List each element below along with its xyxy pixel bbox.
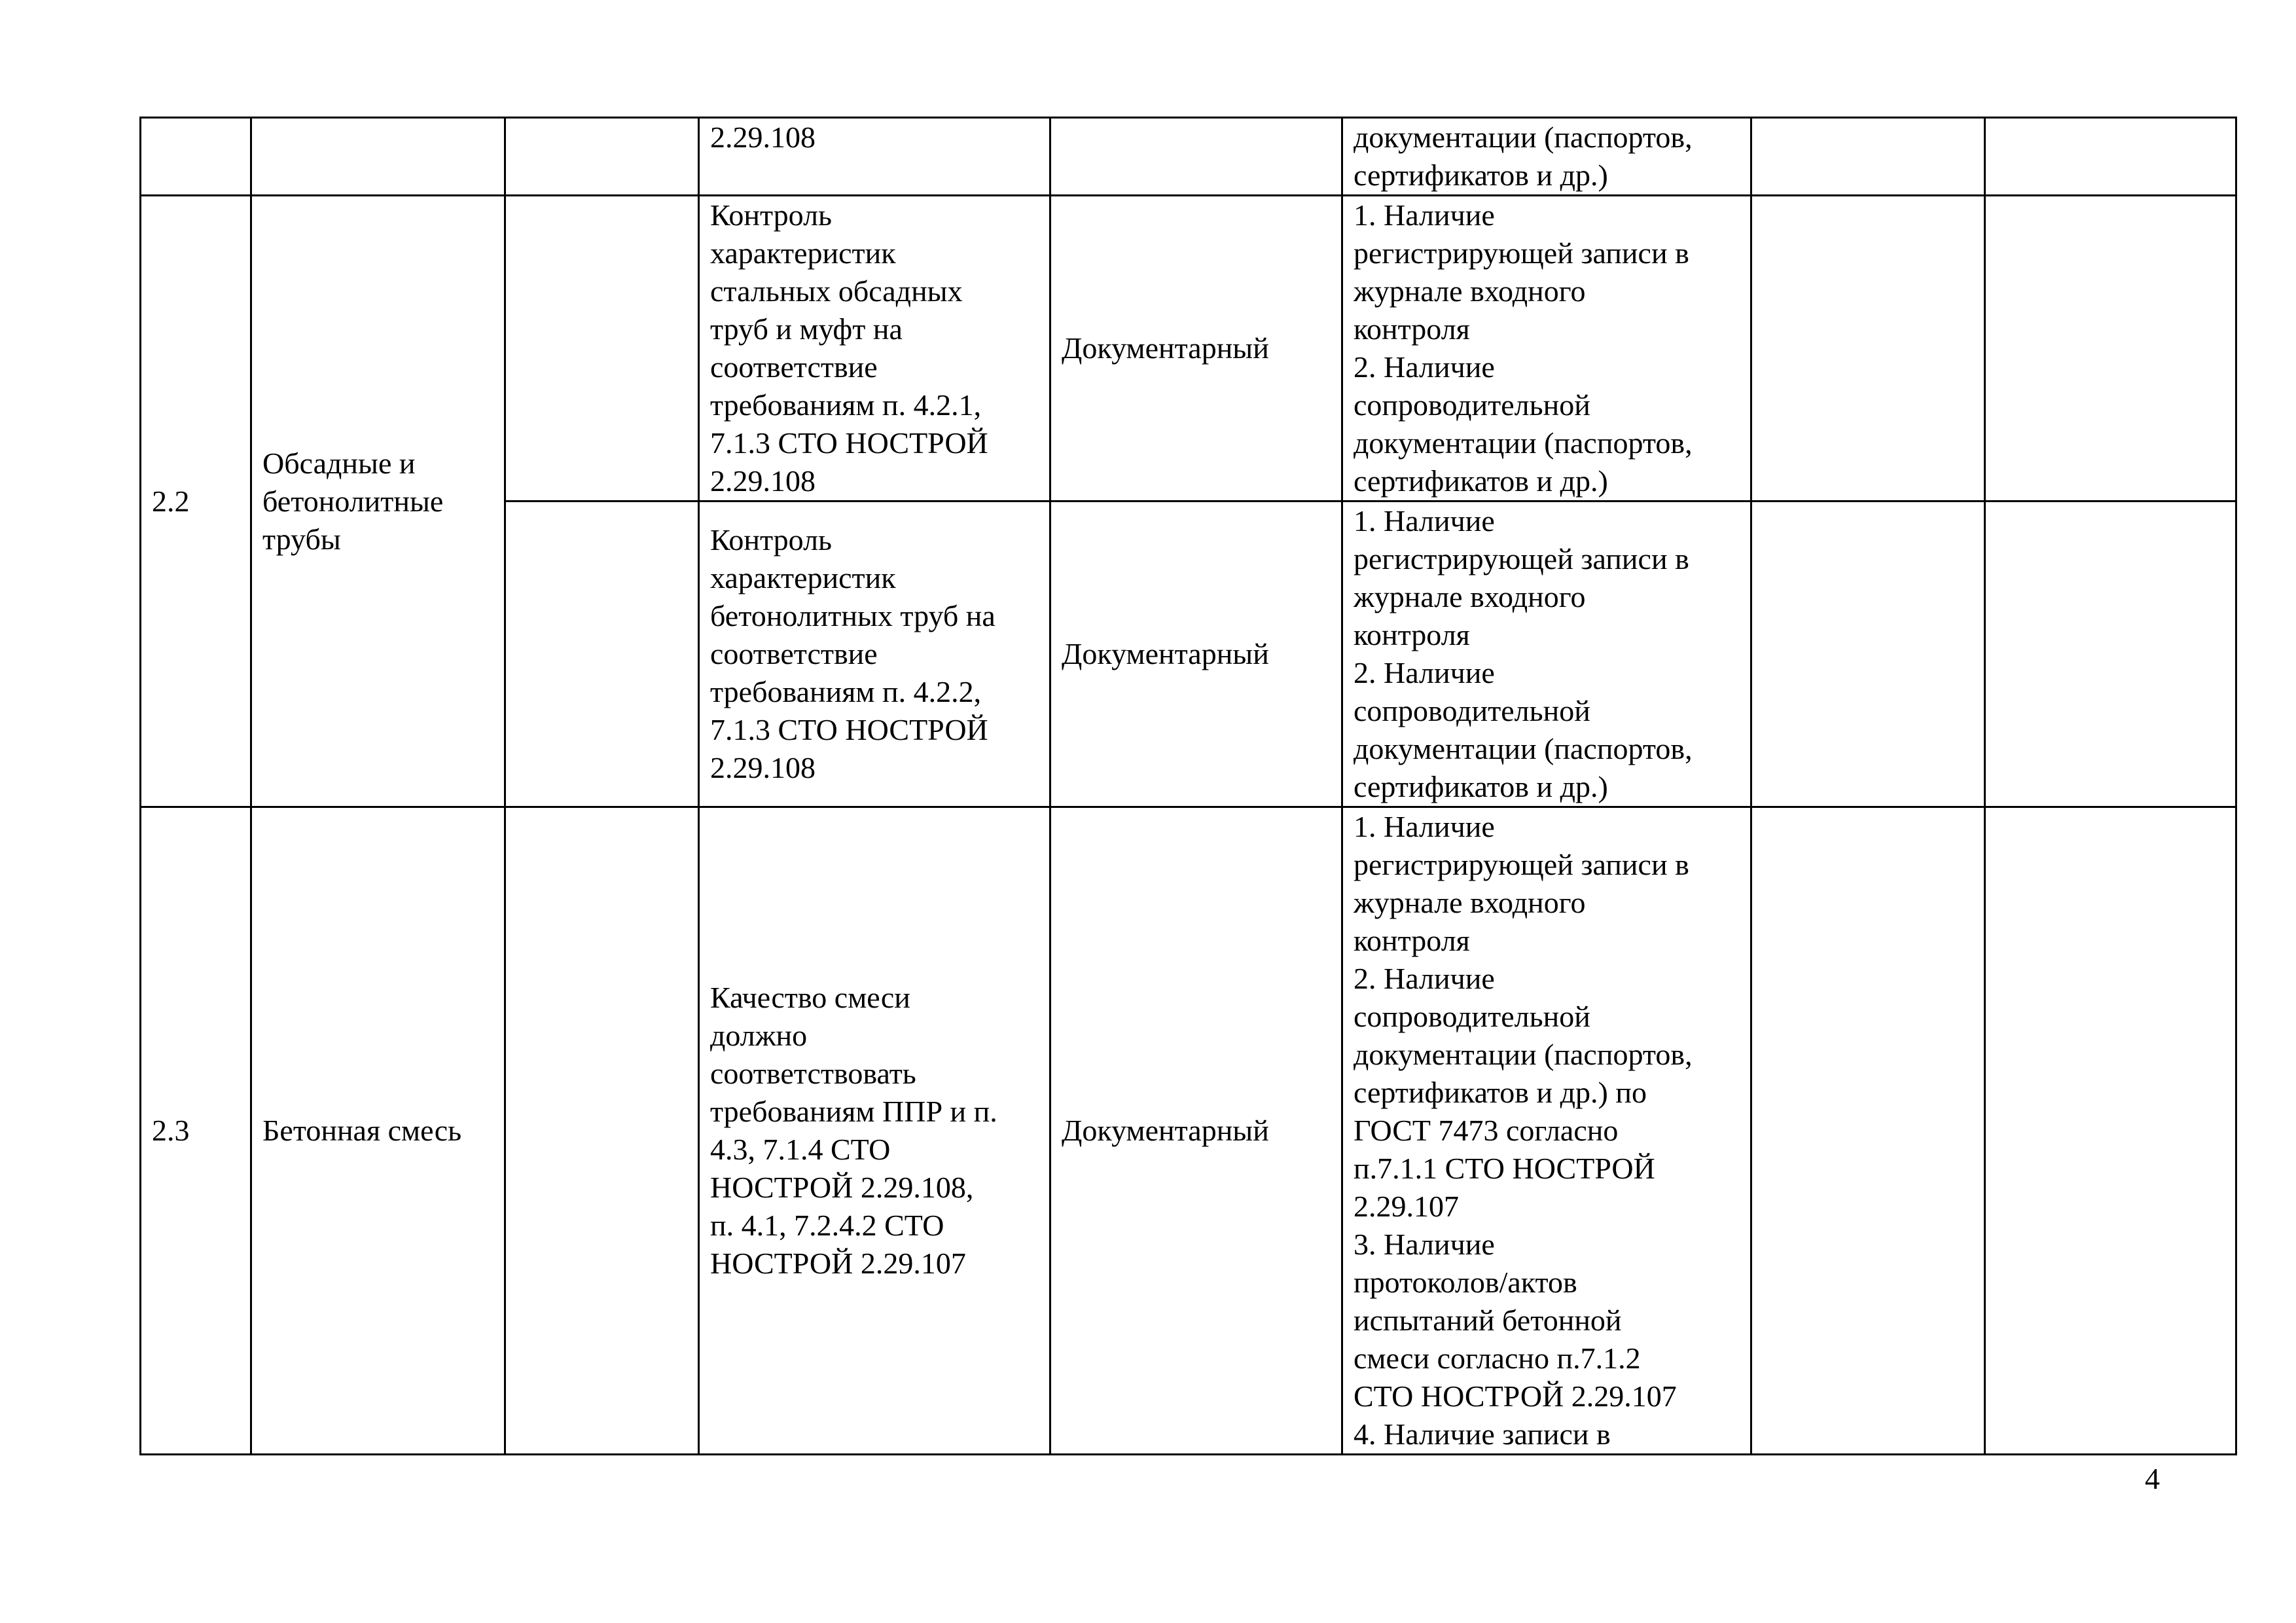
- row-number: 2.3: [152, 1114, 190, 1147]
- method-cell: [1050, 501, 1342, 807]
- page-number: 4: [2145, 1462, 2160, 1495]
- empty-cell: [1751, 196, 1985, 501]
- requirement-text: 2.29.108: [710, 120, 816, 154]
- empty-cell: [1985, 196, 2236, 501]
- inspection-table: [139, 117, 2237, 1455]
- table-row: [141, 118, 2236, 196]
- requirement-cell: [699, 196, 1050, 501]
- object-cell: [251, 807, 505, 1455]
- method-cell: [1050, 196, 1342, 501]
- number-cell: [141, 807, 251, 1455]
- empty-cell: [505, 807, 699, 1455]
- method-text: Документарный: [1062, 637, 1269, 670]
- requirement-text: Контроль характеристик стальных обсадных труб и муфт на соответствие требованиям п. 4.2.1, 7.1.3 СТО НОСТРОЙ 2.29.108: [710, 198, 988, 498]
- object-cell: [251, 196, 505, 807]
- number-cell: [141, 118, 251, 196]
- empty-cell: [1751, 118, 1985, 196]
- evidence-text: 1. Наличие регистрирующей записи в журнале входного контроля 2. Наличие сопроводительной документации (паспортов, сертификатов и др.): [1354, 504, 1693, 803]
- method-cell: [1050, 807, 1342, 1455]
- object-name: Обсадные и бетонолитные трубы: [262, 446, 444, 556]
- object-cell: [251, 118, 505, 196]
- empty-cell: [1751, 807, 1985, 1455]
- empty-cell: [1985, 118, 2236, 196]
- evidence-text: 1. Наличие регистрирующей записи в журнале входного контроля 2. Наличие сопроводительной документации (паспортов, сертификатов и др.): [1354, 198, 1693, 498]
- requirement-text: Качество смеси должно соответствовать требованиям ППР и п. 4.3, 7.1.4 СТО НОСТРОЙ 2.29.108, п. 4.1, 7.2.4.2 СТО НОСТРОЙ 2.29.107: [710, 981, 997, 1280]
- requirement-cell: [699, 118, 1050, 196]
- empty-cell: [505, 501, 699, 807]
- evidence-cell: [1342, 196, 1751, 501]
- evidence-text: документации (паспортов, сертификатов и др.): [1354, 120, 1693, 192]
- number-cell: [141, 196, 251, 807]
- table-row: [141, 807, 2236, 1455]
- requirement-cell: [699, 807, 1050, 1455]
- method-cell: [1050, 118, 1342, 196]
- table-row: [141, 196, 2236, 501]
- evidence-cell: [1342, 118, 1751, 196]
- evidence-cell: [1342, 501, 1751, 807]
- requirement-cell: [699, 501, 1050, 807]
- requirement-text: Контроль характеристик бетонолитных труб на соответствие требованиям п. 4.2.2, 7.1.3 СТО НОСТРОЙ 2.29.108: [710, 523, 996, 784]
- evidence-text: 1. Наличие регистрирующей записи в журнале входного контроля 2. Наличие сопроводительной документации (паспортов, сертификатов и др.) по ГОСТ 7473 согласно п.7.1.1 СТО НОСТРОЙ 2.29.107 3. Наличие протоколов/актов испытаний бетонной смеси согласно п.7.1.2 СТО НОСТРОЙ 2.29.107 4. Наличие записи в: [1354, 810, 1693, 1451]
- empty-cell: [1751, 501, 1985, 807]
- method-text: Документарный: [1062, 331, 1269, 365]
- evidence-cell: [1342, 807, 1751, 1455]
- object-name: Бетонная смесь: [262, 1114, 462, 1147]
- method-text: Документарный: [1062, 1114, 1269, 1147]
- empty-cell: [1985, 501, 2236, 807]
- row-number: 2.2: [152, 484, 190, 518]
- empty-cell: [505, 196, 699, 501]
- empty-cell: [1985, 807, 2236, 1455]
- empty-cell: [505, 118, 699, 196]
